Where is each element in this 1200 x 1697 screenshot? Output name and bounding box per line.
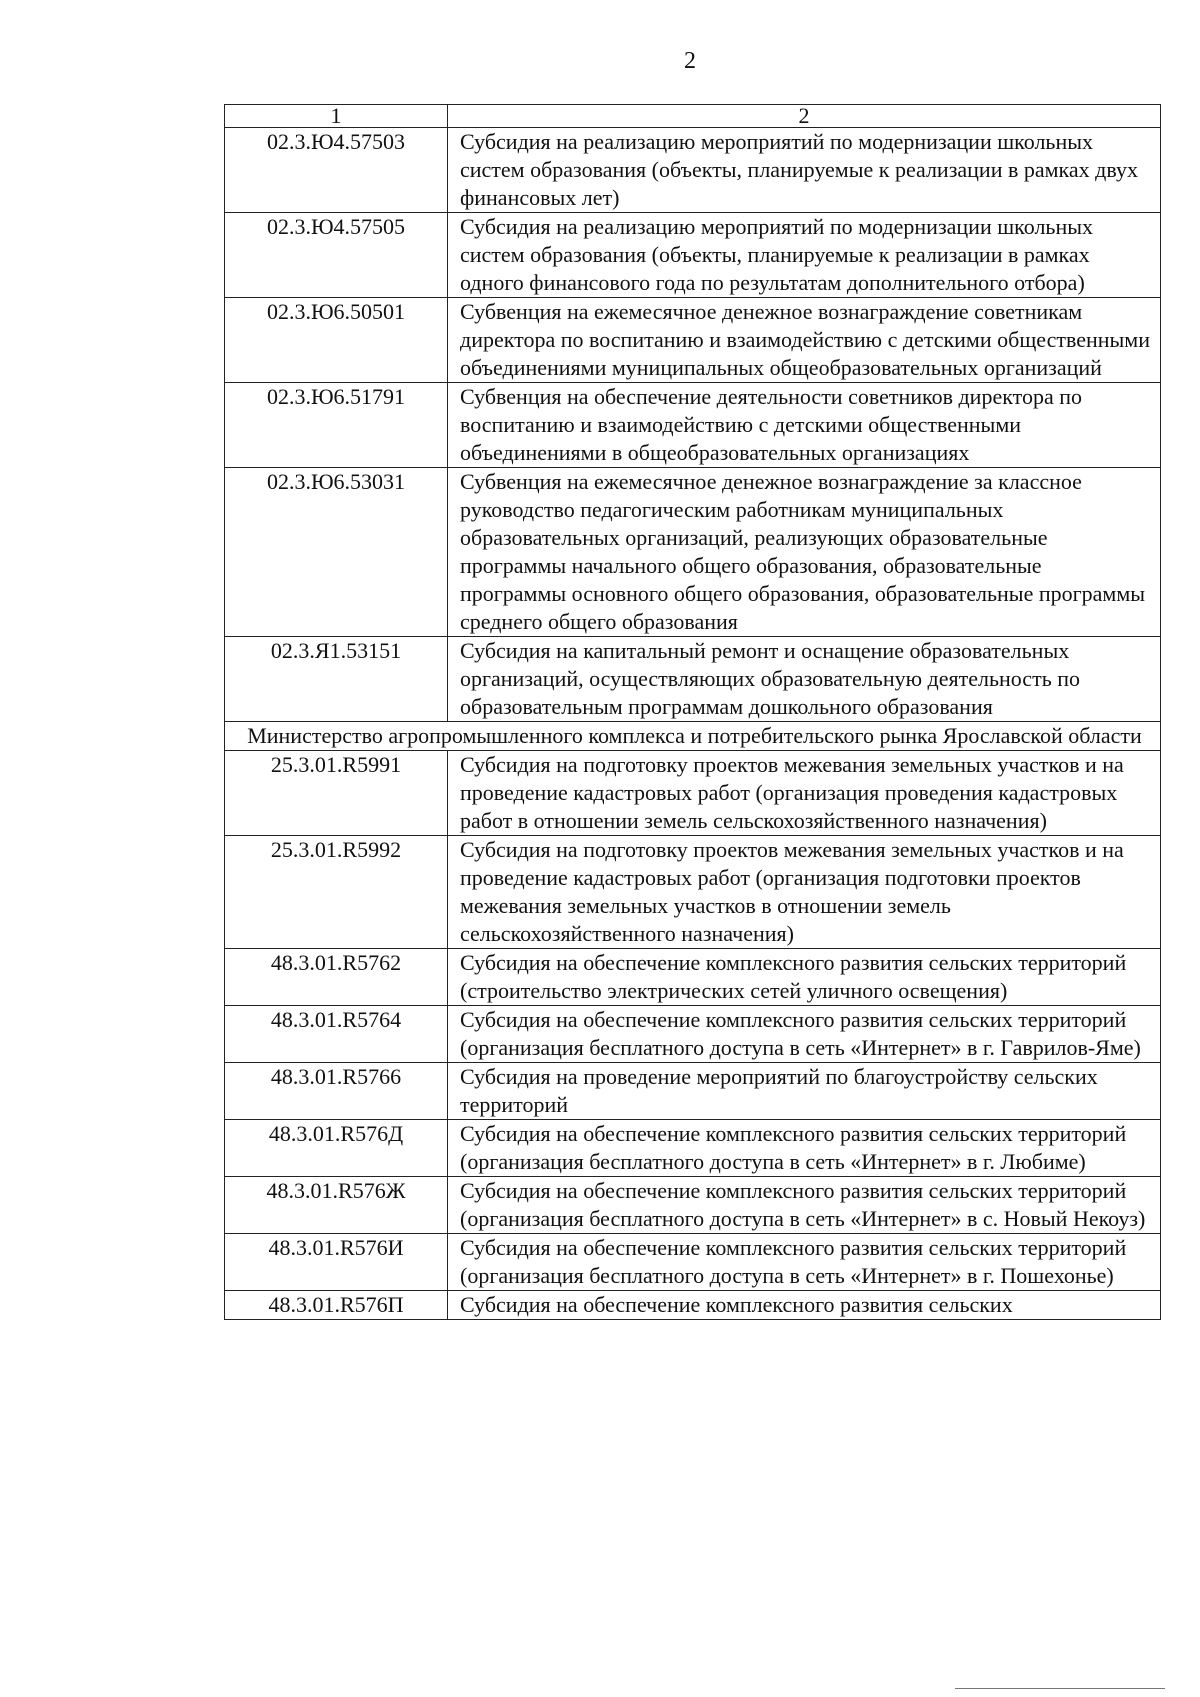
row-description: Субсидия на подготовку проектов межевания земельных участков и на проведение кадастровых работ (организация подготовки проектов межевания земельных участков в отношении земель сельскохозяйственного назначения) (448, 836, 1161, 949)
table-row (225, 751, 1161, 836)
table-row (225, 298, 1161, 383)
row-code: 48.3.01.R576Д (225, 1120, 448, 1177)
row-code: 48.3.01.R576И (225, 1234, 448, 1291)
row-code: 02.3.Ю6.51791 (225, 383, 448, 468)
row-code: 02.3.Ю4.57505 (225, 213, 448, 298)
page-number: 2 (684, 48, 696, 74)
table-row (225, 213, 1161, 298)
row-description: Субсидия на капитальный ремонт и оснащение образовательных организаций, осуществляющих образовательную деятельность по образовательным программам дошкольного образования (448, 637, 1161, 722)
table-row (225, 1291, 1161, 1320)
row-code: 02.3.Ю6.53031 (225, 468, 448, 637)
footer-divider (955, 1688, 1165, 1689)
row-code: 02.3.Ю4.57503 (225, 128, 448, 213)
row-description: Субсидия на обеспечение комплексного развития сельских территорий (организация бесплатного доступа в сеть «Интернет» в г. Пошехонье) (448, 1234, 1161, 1291)
table-row (225, 468, 1161, 637)
row-description: Субсидия на реализацию мероприятий по модернизации школьных систем образования (объекты, планируемые к реализации в рамках одного финансового года по результатам дополнительного отбора) (448, 213, 1161, 298)
table-row (225, 1120, 1161, 1177)
row-code: 48.3.01.R5764 (225, 1006, 448, 1063)
row-description: Субвенция на ежемесячное денежное вознаграждение советникам директора по воспитанию и взаимодействию с детскими общественными объединениями муниципальных общеобразовательных организаций (448, 298, 1161, 383)
section-row (225, 722, 1161, 751)
table-row (225, 1006, 1161, 1063)
row-code: 48.3.01.R5762 (225, 949, 448, 1006)
column-header-description: 2 (448, 105, 1161, 128)
row-description: Субсидия на обеспечение комплексного развития сельских территорий (организация бесплатного доступа в сеть «Интернет» в г. Гаврилов-Яме) (448, 1006, 1161, 1063)
row-description: Субсидия на реализацию мероприятий по модернизации школьных систем образования (объекты, планируемые к реализации в рамках двух финансовых лет) (448, 128, 1161, 213)
row-code: 48.3.01.R5766 (225, 1063, 448, 1120)
table-row (225, 1234, 1161, 1291)
row-code: 02.3.Ю6.50501 (225, 298, 448, 383)
table-row (225, 949, 1161, 1006)
row-description: Субсидия на обеспечение комплексного развития сельских (448, 1291, 1161, 1320)
table-row (225, 128, 1161, 213)
table-row (225, 1177, 1161, 1234)
row-code: 48.3.01.R576П (225, 1291, 448, 1320)
row-code: 25.3.01.R5991 (225, 751, 448, 836)
row-description: Субсидия на проведение мероприятий по благоустройству сельских территорий (448, 1063, 1161, 1120)
row-description: Субсидия на обеспечение комплексного развития сельских территорий (организация бесплатного доступа в сеть «Интернет» в г. Любиме) (448, 1120, 1161, 1177)
row-code: 48.3.01.R576Ж (225, 1177, 448, 1234)
budget-classification-table (224, 104, 1161, 1320)
row-description: Субвенция на обеспечение деятельности советников директора по воспитанию и взаимодействию с детскими общественными объединениями в общеобразовательных организациях (448, 383, 1161, 468)
table-header-row (225, 105, 1161, 128)
table-row (225, 836, 1161, 949)
row-description: Субсидия на обеспечение комплексного развития сельских территорий (организация бесплатного доступа в сеть «Интернет» в с. Новый Некоуз) (448, 1177, 1161, 1234)
row-description: Субвенция на ежемесячное денежное вознаграждение за классное руководство педагогическим работникам муниципальных образовательных организаций, реализующих образовательные программы начального общего образования, образовательные программы основного общего образования, образовательные программы среднего общего образования (448, 468, 1161, 637)
column-header-code: 1 (225, 105, 448, 128)
section-heading: Министерство агропромышленного комплекса и потребительского рынка Ярославской области (225, 722, 1161, 751)
table-row (225, 1063, 1161, 1120)
row-code: 02.3.Я1.53151 (225, 637, 448, 722)
table-row (225, 637, 1161, 722)
row-code: 25.3.01.R5992 (225, 836, 448, 949)
row-description: Субсидия на подготовку проектов межевания земельных участков и на проведение кадастровых работ (организация проведения кадастровых работ в отношении земель сельскохозяйственного назначения) (448, 751, 1161, 836)
row-description: Субсидия на обеспечение комплексного развития сельских территорий (строительство электрических сетей уличного освещения) (448, 949, 1161, 1006)
table-row (225, 383, 1161, 468)
